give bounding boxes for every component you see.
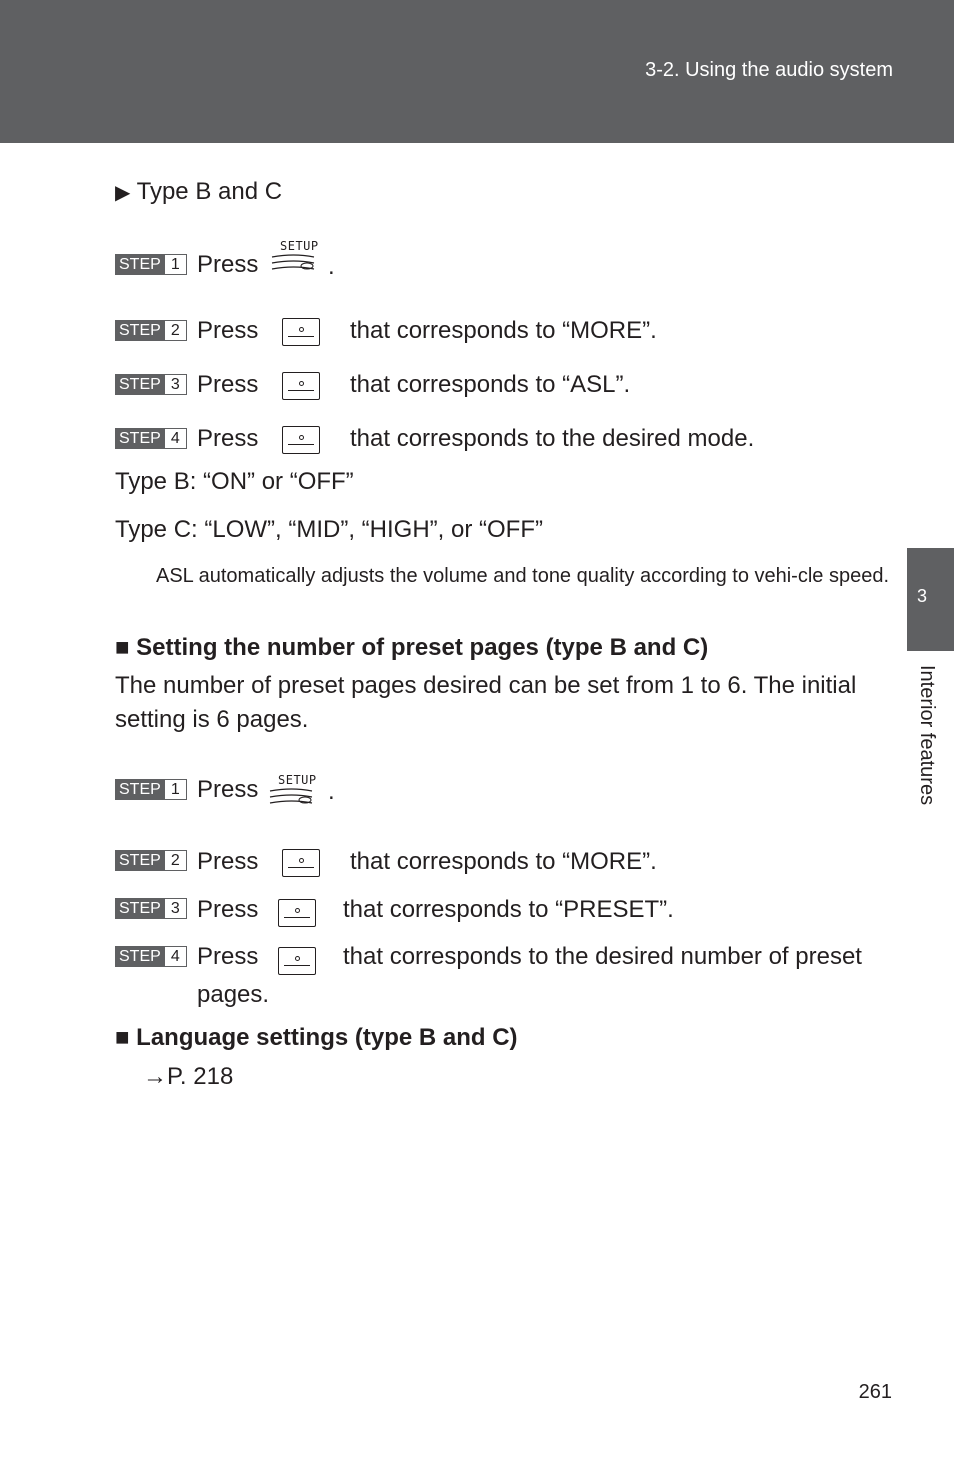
triangle-marker-icon: ▶ [115,182,131,204]
step-badge [115,374,187,395]
step-press-text: Press [197,776,259,803]
step-word: STEP [116,429,165,448]
step-press-text: Press [197,251,259,278]
setup-label: SETUP [278,773,317,787]
page-header [0,0,954,143]
step-after-text: . [328,253,335,280]
step-after-text: that corresponds to the desired mode. [350,425,755,452]
step-badge [115,779,187,800]
type-heading [115,178,282,207]
step-badge [115,898,187,919]
station-button-icon [282,849,320,877]
step-number: 3 [165,375,186,394]
step-press-text: Press [197,896,259,923]
setup-button-icon [270,239,326,279]
station-button-icon [282,426,320,454]
language-heading [115,1024,518,1052]
step-word: STEP [116,255,165,274]
chapter-number: 3 [917,586,928,606]
square-bullet-icon: ■ [115,1024,130,1051]
square-bullet-icon: ■ [115,634,130,661]
step-word: STEP [116,321,165,340]
language-heading-text: Language settings (type B and C) [136,1024,518,1051]
setup-button-icon [268,773,324,813]
chapter-tab [907,548,954,651]
station-button-icon [282,318,320,346]
step-after-text: that corresponds to “ASL”. [350,371,631,398]
step-number: 3 [165,899,186,918]
station-button-icon [278,899,316,927]
step-press-text: Press [197,425,259,452]
step-badge [115,254,187,275]
step-after-text: . [328,778,335,805]
step-number: 1 [165,255,186,274]
step-number: 2 [165,321,186,340]
type-heading-text: Type B and C [136,178,283,205]
step-number: 4 [165,429,186,448]
type-b-line: Type B: “ON” or “OFF” [115,468,354,495]
section-title: 3-2. Using the audio system [645,59,893,81]
step-word: STEP [116,899,165,918]
step-badge [115,320,187,341]
step-number: 4 [165,947,186,966]
asl-note: ASL automatically adjusts the volume and tone quality according to vehi-cle speed. [156,565,890,587]
page-reference-link[interactable] [143,1063,233,1091]
step-after-text: that corresponds to “MORE”. [350,317,657,344]
step-press-text: Press [197,371,259,398]
station-button-icon [282,372,320,400]
step-after-text: that corresponds to “MORE”. [350,848,657,875]
step-after-text: that corresponds to “PRESET”. [343,896,674,923]
step-word: STEP [116,851,165,870]
step-number: 1 [165,780,186,799]
page-reference-text: P. 218 [167,1063,234,1090]
step-word: STEP [116,780,165,799]
step-after-text: that corresponds to the desired number of preset [343,943,862,970]
step-badge [115,946,187,967]
step-press-text: Press [197,317,259,344]
step-word: STEP [116,947,165,966]
step-badge [115,850,187,871]
type-c-line: Type C: “LOW”, “MID”, “HIGH”, or “OFF” [115,516,543,543]
preset-intro: The number of preset pages desired can be set from 1 to 6. The initial setting is 6 pages. [115,672,857,733]
preset-heading-text: Setting the number of preset pages (type B and C) [136,634,709,661]
page-number: 261 [858,1381,892,1403]
setup-label: SETUP [280,239,319,253]
step-number: 2 [165,851,186,870]
step-word: STEP [116,375,165,394]
step-press-text: Press [197,943,259,970]
chapter-label: Interior features [916,665,938,806]
step-badge [115,428,187,449]
arrow-right-icon: → [143,1063,167,1090]
station-button-icon [278,947,316,975]
preset-heading [115,634,708,662]
step-press-text: Press [197,848,259,875]
step-continuation-text: pages. [197,981,270,1008]
